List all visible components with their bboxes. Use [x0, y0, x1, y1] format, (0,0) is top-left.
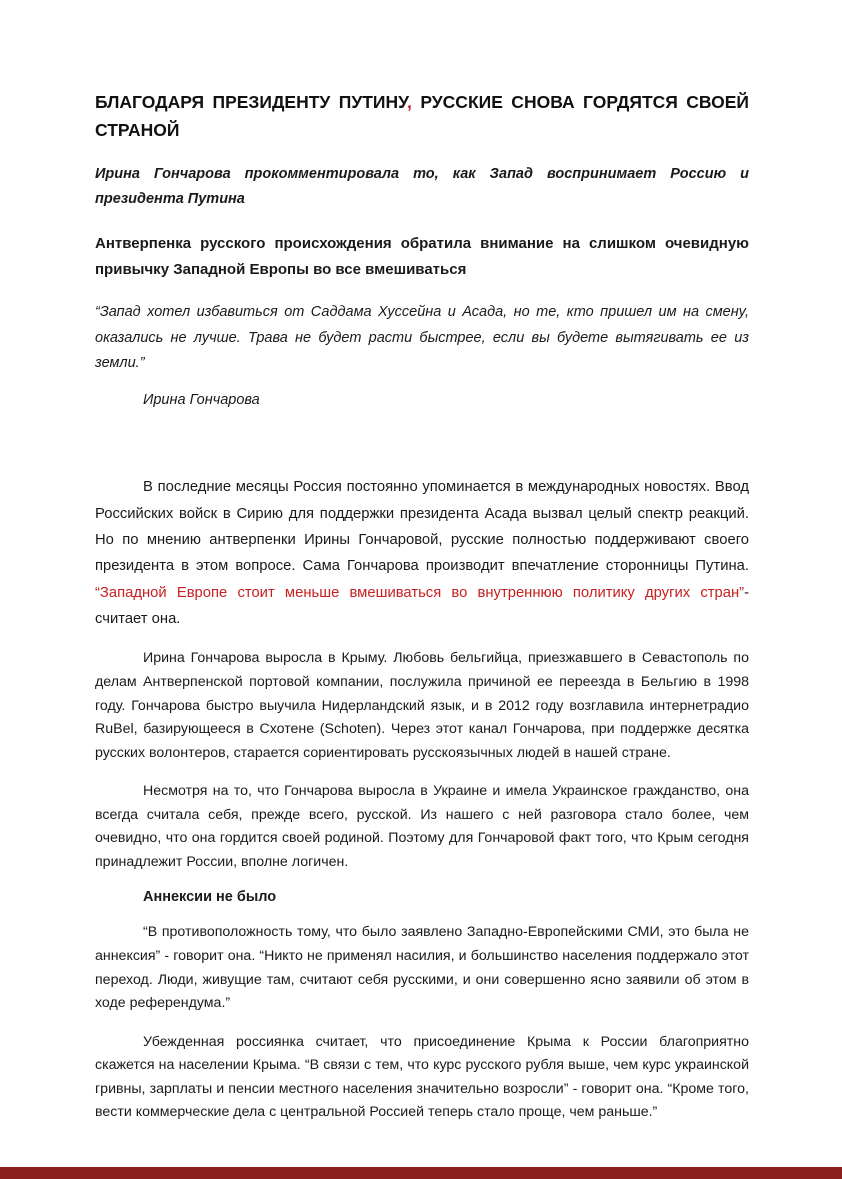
paragraph-1: [95, 474, 749, 632]
pull-quote: “Запад хотел избавиться от Саддама Хуссейна и Асада, но те, кто пришел им на смену, оказались не лучше. Трава не будет расти быстрее, если вы будете вытягивать ее из земли.”: [95, 304, 749, 372]
paragraph-2: Ирина Гончарова выросла в Крыму. Любовь бельгийца, приезжавшего в Севастополь по делам Антверпенской портовой компании, послужила причиной ее переезда в Бельгию в 1998 году. Гончарова быстро выучила Нидерландский язык, и в 2012 году возглавила интернетрадио RuBel, базирующееся в Схотене (Schoten). Через этот канал Гончарова, при поддержке десятка русских волонтеров, старается сориентировать русскоязычных людей в нашей стране.: [95, 650, 749, 761]
paragraph-5: Убежденная россиянка считает, что присоединение Крыма к России благоприятно скажется на населении Крыма. “В связи с тем, что курс русского рубля выше, чем курс украинской гривны, зарплаты и пенсии местного населения значительно возросли” - говорит она. “Кроме того, вести коммерческие дела с центральной Россией теперь стало проще, чем раньше.”: [95, 1033, 749, 1121]
section-heading-annexation: Аннексии не было: [143, 889, 277, 906]
article-lede: Ирина Гончарова прокомментировала то, как Запад воспринимает Россию и президента Путина: [95, 166, 749, 207]
article-title-part1: БЛАГОДАРЯ ПРЕЗИДЕНТУ ПУТИНУ: [95, 92, 408, 112]
paragraph-3: Несмотря на то, что Гончарова выросла в Украине и имела Украинское гражданство, она всегда считала себя, прежде всего, русской. Из нашего с ней разговора стало более, чем очевидно, что она гордится своей родиной. Поэтому для Гончаровой факт того, что Крым сегодня принадлежит России, вполне логичен.: [95, 783, 749, 870]
article-title-part2: РУССКИЕ СНОВА ГОРДЯТСЯ СВОЕЙ СТРАНОЙ: [95, 92, 749, 140]
article-title: [95, 88, 749, 144]
paragraph-1-text: В последние месяцы Россия постоянно упоминается в международных новостях. Ввод Российских войск в Сирию для поддержки президента Асада вызвал целый спектр реакций. Но по мнению антверпенки Ирины Гончаровой, русские полностью поддерживают своего президента в этом вопросе. Сама Гончарова производит впечатление сторонницы Путина.: [95, 479, 749, 575]
paragraph-1-red-quote: “Западной Европе стоит меньше вмешиваться во внутреннюю политику других стран”: [95, 584, 745, 601]
article-subhead: Антверпенка русского происхождения обратила внимание на слишком очевидную привычку Западной Европы во все вмешиваться: [95, 235, 749, 278]
paragraph-1-tail: - считает она.: [95, 584, 749, 628]
document-page: [95, 88, 749, 1140]
footer-red-bar: [0, 1167, 842, 1179]
paragraph-4: “В противоположность тому, что было заявлено Западно-Европейскими СМИ, это была не аннексия” - говорит она. “Никто не применял насилия, и большинство населения поддержало этот переход. Люди, живущие там, считают себя русскими, и они совершенно ясно заявили об этом в ходе референдума.”: [95, 924, 749, 1012]
article-title-red-comma: ,: [407, 92, 412, 112]
quote-attribution: Ирина Гончарова: [143, 392, 260, 409]
